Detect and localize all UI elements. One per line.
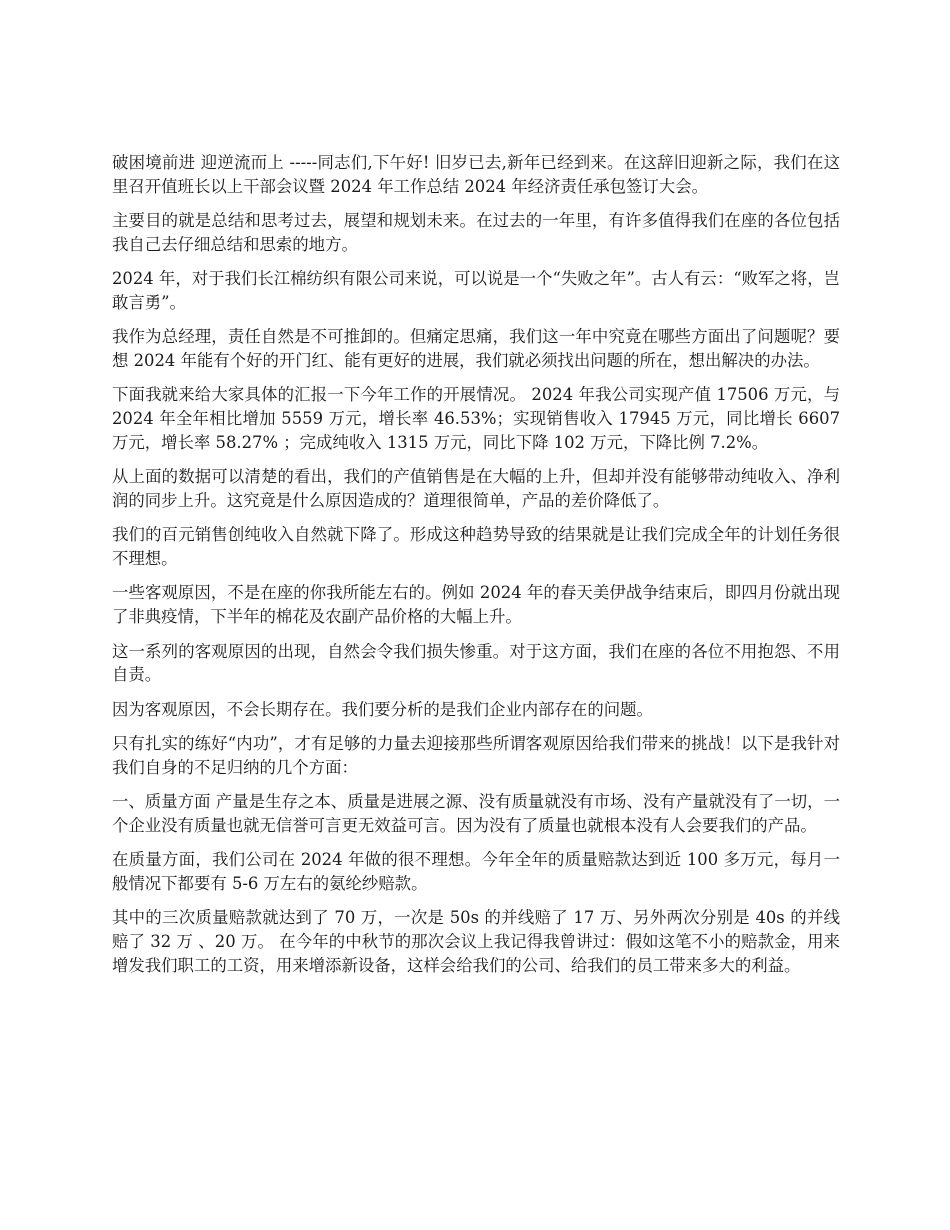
paragraph-internal-strength: 只有扎实的练好“内功”，才有足够的力量去迎接那些所谓客观原因给我们带来的挑战！以下是我针对我们自身的不足归纳的几个方面： bbox=[112, 733, 840, 777]
paragraph-opening: 破困境前进 迎逆流而上 -----同志们,下午好! 旧岁已去,新年已经到来。在这辞旧迎新之际，我们在这里召开值班长以上干部会议暨 2024 年工作总结 2024 年经济责任承包签订大会。 bbox=[112, 153, 840, 196]
paragraph-losses: 这一系列的客观原因的出现，自然会令我们损失惨重。对于这方面，我们在座的各位不用抱怨、不用自责。 bbox=[112, 641, 840, 685]
document-body bbox=[112, 151, 840, 988]
paragraph-claim-details: 其中的三次质量赔款就达到了 70 万，一次是 50s 的并线赔了 17 万、另外两次分别是 40s 的并线赔了 32 万 、20 万。 在今年的中秋节的那次会议上我记得我曾讲过：假如这笔不小的赔款金，用来增发我们职工的工资，用来增添新设备，这样会给我们的公司、给我们的员工带来多大的利益。 bbox=[112, 908, 840, 975]
paragraph-internal-problems: 因为客观原因，不会长期存在。我们要分析的是我们企业内部存在的问题。 bbox=[112, 699, 653, 719]
paragraph-objective-causes: 一些客观原因，不是在座的你我所能左右的。例如 2024 年的春天美伊战争结束后，即四月份就出现了非典疫情，下半年的棉花及农副产品价格的大幅上升。 bbox=[112, 583, 840, 627]
paragraph-failure-year: 2024 年，对于我们长江棉纺织有限公司来说，可以说是一个“失败之年”。古人有云：“败军之将，岂敢言勇”。 bbox=[112, 269, 840, 312]
paragraph-figures: 下面我就来给大家具体的汇报一下今年工作的开展情况。 2024 年我公司实现产值 17506 万元，与 2024 年全年相比增加 5559 万元，增长率 46.53%；实现销售收入 17945 万元，同比增长 6607 万元，增长率 58.27% ；完成纯收入 1315 万元，同比下降 102 万元，下降比例 7.2%。 bbox=[112, 385, 840, 452]
paragraph-sales-decline: 我们的百元销售创纯收入自然就下降了。形成这种趋势导致的结果就是让我们完成全年的计划任务很不理想。 bbox=[112, 525, 840, 569]
paragraph-purpose: 主要目的就是总结和思考过去，展望和规划未来。在过去的一年里，有许多值得我们在座的各位包括我自己去仔细总结和思索的地方。 bbox=[112, 211, 840, 254]
paragraph-analysis: 从上面的数据可以清楚的看出，我们的产值销售是在大幅的上升，但却并没有能够带动纯收入、净利润的同步上升。这究竟是什么原因造成的？道理很简单，产品的差价降低了。 bbox=[112, 467, 840, 511]
paragraph-quality-claims: 在质量方面，我们公司在 2024 年做的很不理想。今年全年的质量赔款达到近 100 多万元，每月一般情况下都要有 5-6 万左右的氨纶纱赔款。 bbox=[112, 850, 840, 893]
paragraph-responsibility: 我作为总经理，责任自然是不可推卸的。但痛定思痛，我们这一年中究竟在哪些方面出了问题呢？要想 2024 年能有个好的开门红、能有更好的进展，我们就必须找出问题的所在，想出解决的办法。 bbox=[112, 327, 840, 371]
paragraph-quality-heading: 一、质量方面 产量是生存之本、质量是进展之源、没有质量就没有市场、没有产量就没有了一切，一个企业没有质量也就无信誉可言更无效益可言。因为没有了质量也就根本没有人会要我们的产品。 bbox=[112, 792, 840, 835]
